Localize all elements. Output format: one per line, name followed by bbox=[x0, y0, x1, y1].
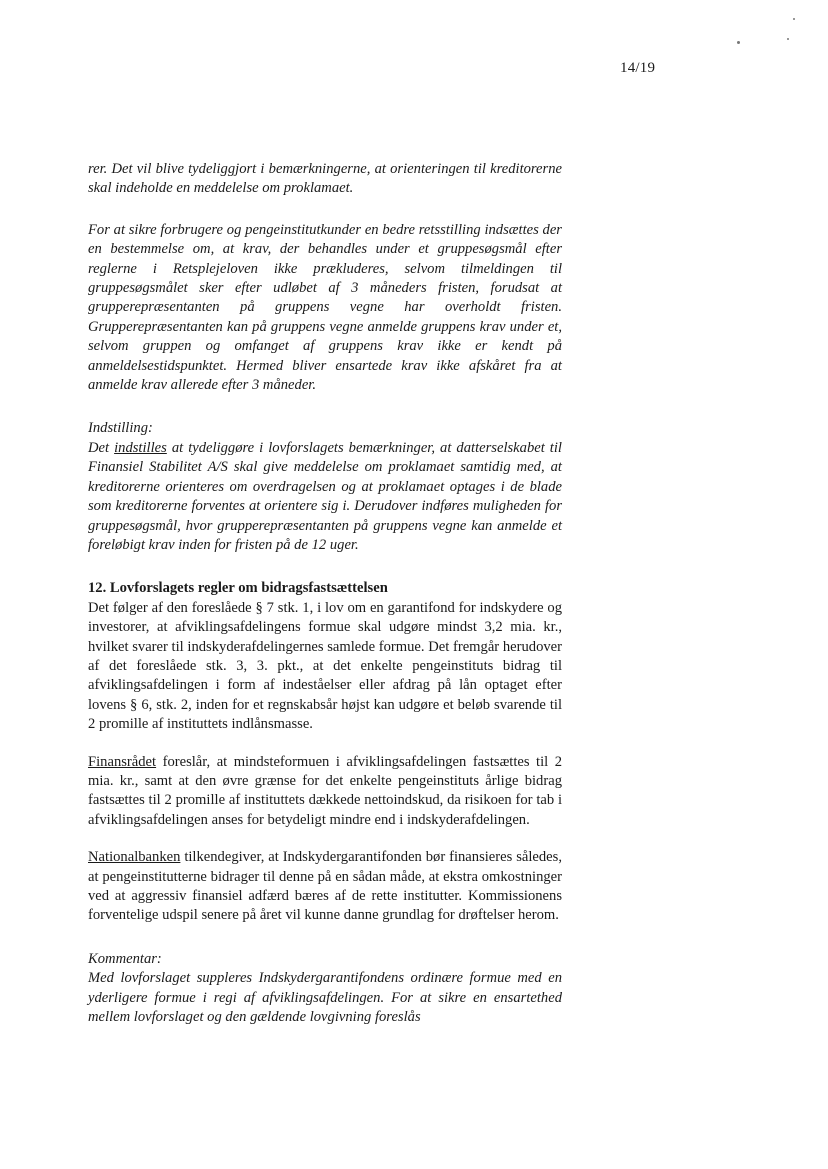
comment-block bbox=[88, 950, 562, 1028]
recommendation-label: Indstilling: bbox=[88, 420, 153, 437]
section-paragraph: Det følger af den foreslåede § 7 stk. 1, i lov om en garantifond for indskydere og investorer, at afviklingsafdelingens formue skal udgøre mindst 3,2 mia. kr., hvilket svarer til indskyderafdelingernes samlede formue. Det fremgår herudover af det foreslåede stk. 3, 3. pkt., at det enkelte pengeinstituts bidrag til afviklingsafdelingen i form af indeståelser eller afdrag på lån optaget efter lovens § 6, stk. 2, inden for et regnskabsår højst kan udgøre et beløb svarende til 2 promille af instituttets indlånsmasse. bbox=[88, 599, 562, 733]
page-number: 14/19 bbox=[620, 60, 656, 76]
recommendation-lead-word: Det bbox=[88, 439, 110, 456]
comment-text: Med lovforslaget suppleres Indskydergarantifondens ordinære formue med en yderligere formue i regi af afviklingsafdelingen. For at sikre en ensartethed mellem lovforslaget og den gældende lovgivning foreslås bbox=[88, 970, 562, 1026]
scan-speck bbox=[787, 38, 789, 40]
section-12 bbox=[88, 579, 562, 734]
scan-speck bbox=[737, 41, 740, 44]
finansraadet-text: foreslår, at mindsteformuen i afviklingsafdelingen fastsættes til 2 mia. kr., samt at den øvre grænse for det enkelte pengeinstituts årlige bidrag fastsættes til 2 promille af instituttets dækkede nettoindskud, da risikoen for tab i afviklingsafdelingen anses for betydeligt mindre end i indskyderafdelingen. bbox=[88, 753, 562, 828]
document-body bbox=[88, 160, 562, 1027]
nationalbanken-name: Nationalbanken bbox=[88, 849, 181, 866]
recommendation-block bbox=[88, 419, 562, 555]
recommendation-underlined-word: indstilles bbox=[114, 439, 167, 456]
finansraadet-paragraph bbox=[88, 753, 562, 831]
comment-label: Kommentar: bbox=[88, 950, 162, 967]
scan-speck bbox=[793, 18, 795, 20]
finansraadet-name: Finansrådet bbox=[88, 753, 157, 770]
recommendation-body: at tydeliggøre i lovforslagets bemærkninger, at datterselskabet til Finansiel Stabilitet A/S skal give meddelelse om proklamaet samtidig med, at kreditorerne orienteres om overdragelsen og at proklamaet optages i de blade som kreditorerne forventes at orientere sig i. Derudover indføres muligheden for gruppesøgsmål, hvor grupperepræsentanten på gruppens vegne kan anmelde et foreløbigt krav inden for fristen på de 12 uger. bbox=[88, 439, 562, 553]
section-heading: 12. Lovforslagets regler om bidragsfastsættelsen bbox=[88, 580, 388, 597]
recommendation-text bbox=[88, 439, 562, 555]
paragraph-continuation: rer. Det vil blive tydeliggjort i bemærkningerne, at orienteringen til kreditorerne skal indeholde en meddelelse om proklamaet. bbox=[88, 161, 562, 197]
nationalbanken-text: tilkendegiver, at Indskydergarantifonden bør finansieres således, at pengeinstitutterne bidrager til denne på en sådan måde, at ekstra omkostninger ved at aggressiv finansiel adfærd bæres af de rette institutter. Kommissionens forventelige udspil senere på året vil kunne danne grundlag for drøftelser herom. bbox=[88, 849, 562, 924]
nationalbanken-paragraph bbox=[88, 848, 562, 926]
paragraph-group-action: For at sikre forbrugere og pengeinstitutkunder en bedre retsstilling indsættes der en bestemmelse om, at krav, der behandles under et gruppesøgsmål efter reglerne i Retsplejeloven ikke prækluderes, selvom tilmeldingen til gruppesøgsmålet sker efter udløbet af 3 måneders fristen, forudsat at grupperepræsentanten på gruppens vegne har overholdt fristen. Grupperepræsentanten kan på gruppens vegne anmelde gruppens krav under et, selvom gruppen og omfanget af gruppens krav ikke er kendt på anmeldelsestidspunktet. Hermed bliver ensartede krav ikke afskåret fra at anmelde krav allerede efter 3 måneder. bbox=[88, 221, 562, 394]
